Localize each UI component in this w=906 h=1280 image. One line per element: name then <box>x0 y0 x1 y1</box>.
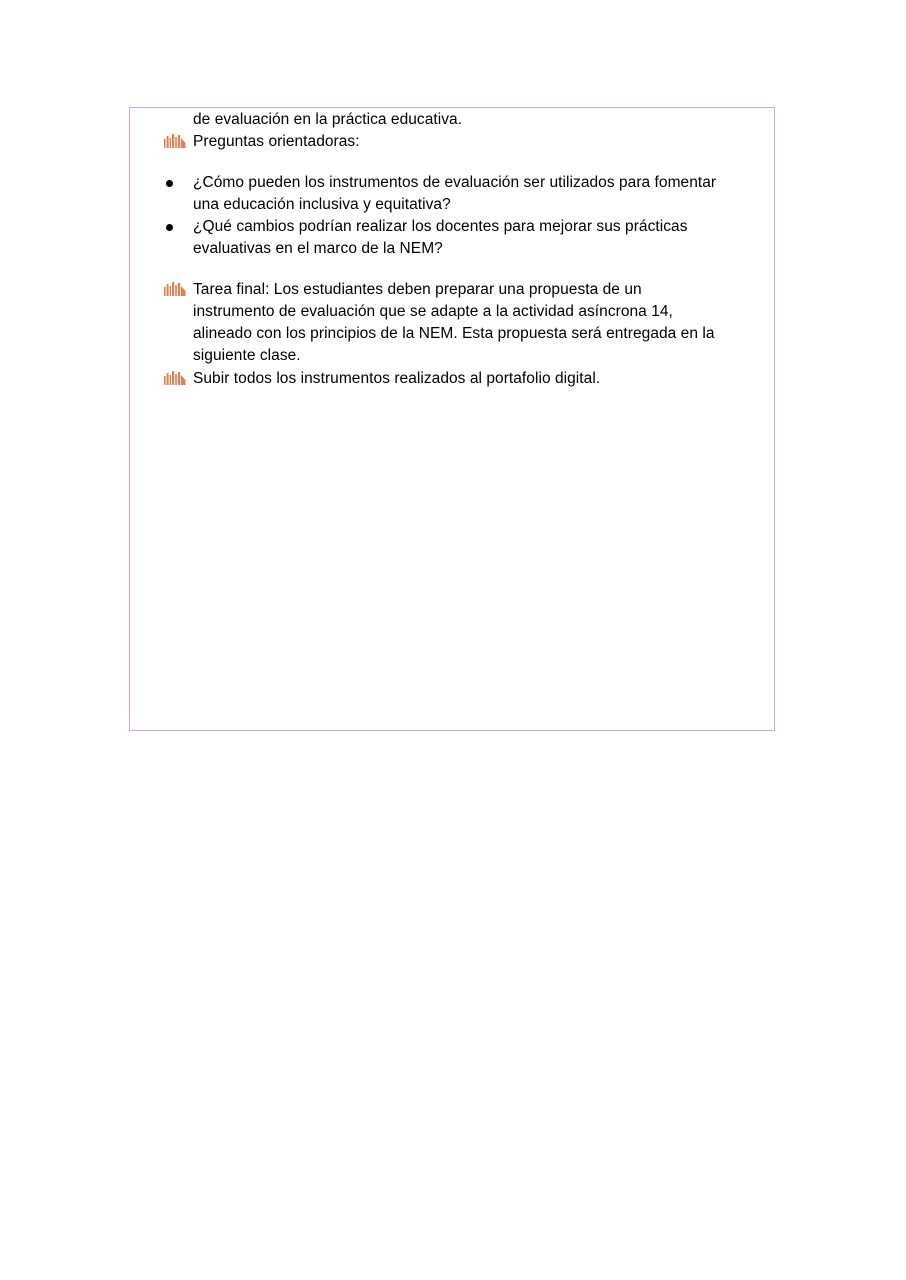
books-icon <box>164 371 186 385</box>
list-item-text: Tarea final: Los estudiantes deben preparar una propuesta de un <box>193 281 642 298</box>
bullet-dot <box>166 180 173 187</box>
list-item-text: Subir todos los instrumentos realizados al portafolio digital. <box>193 370 601 387</box>
list-item-text: siguiente clase. <box>193 347 301 364</box>
bullet-text: ¿Cómo pueden los instrumentos de evaluación ser utilizados para fomentar <box>193 174 717 191</box>
books-icon <box>164 282 186 296</box>
bullet-text: una educación inclusiva y equitativa? <box>193 196 451 213</box>
bullet-text: evaluativas en el marco de la NEM? <box>193 240 443 257</box>
bullet-text: ¿Qué cambios podrían realizar los docentes para mejorar sus prácticas <box>193 218 688 235</box>
list-item-text: instrumento de evaluación que se adapte a la actividad asíncrona 14, <box>193 303 673 320</box>
bullet-dot <box>166 224 173 231</box>
list-item-text: Preguntas orientadoras: <box>193 133 360 150</box>
continuation-text: de evaluación en la práctica educativa. <box>193 111 463 128</box>
list-item-text: alineado con los principios de la NEM. Esta propuesta será entregada en la <box>193 325 715 342</box>
books-icon <box>164 134 186 148</box>
